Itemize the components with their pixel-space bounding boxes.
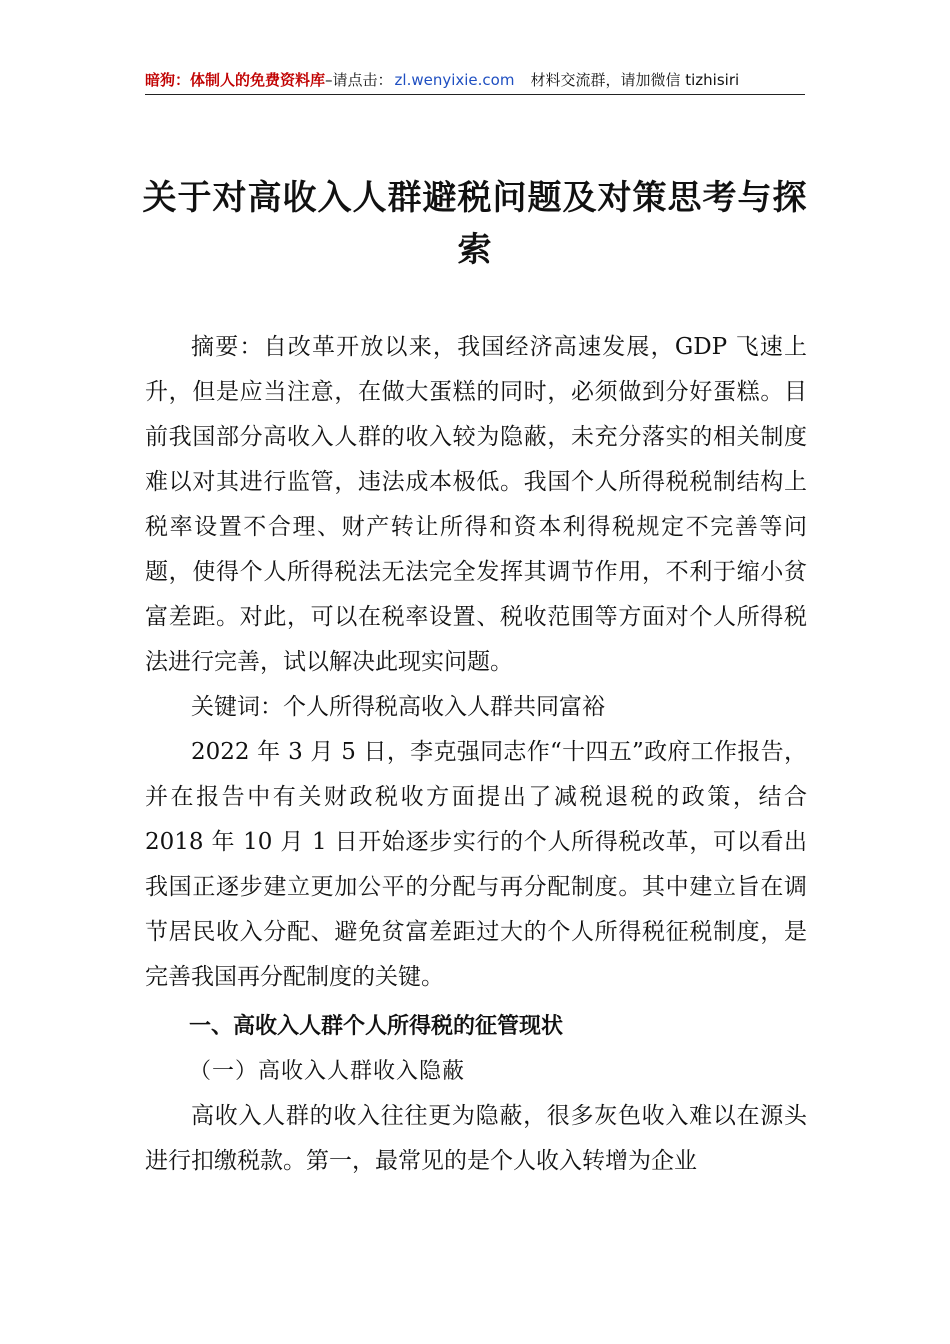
header-contact-text: 材料交流群，请加微信 tizhisiri [530,71,740,89]
intro-paragraph: 2022 年 3 月 5 日，李克强同志作“十四五”政府工作报告，并在报告中有关财政税收方面提出了减税退税的政策，结合 2018 年 10 月 1 日开始逐步实行的个人所得税改革，可以看出我国正逐步建立更加公平的分配与再分配制度。其中建立旨在调节居民收入分配、避免贫富差距过大的个人所得税征税制度，是完善我国再分配制度的关键。 [145,739,807,990]
page-header [145,66,805,95]
section-heading: 一、高收入人群个人所得税的征管现状 [189,1014,564,1039]
subsection-heading: （一）高收入人群收入隐蔽 [189,1059,466,1084]
header-brand-text: 暗狗：体制人的免费资料库 [145,71,326,89]
header-url-link[interactable]: zl.wenyixie.com [394,71,515,89]
abstract-paragraph: 摘要：自改革开放以来，我国经济高速发展，GDP 飞速上升，但是应当注意，在做大蛋糕的同时，必须做到分好蛋糕。目前我国部分高收入人群的收入较为隐蔽，未充分落实的相关制度难以对其进行监管，违法成本极低。我国个人所得税税制结构上税率设置不合理、财产转让所得和资本利得税规定不完善等问题，使得个人所得税法无法完全发挥其调节作用，不利于缩小贫富差距。对此，可以在税率设置、税收范围等方面对个人所得税法进行完善，试以解决此现实问题。 [145,334,807,675]
document-title: 关于对高收入人群避税问题及对策思考与探索 [142,178,808,270]
keywords-paragraph: 关键词：个人所得税高收入人群共同富裕 [191,694,605,720]
document-body [145,325,807,1184]
subsection-paragraph: 高收入人群的收入往往更为隐蔽，很多灰色收入难以在源头进行扣缴税款。第一，最常见的是个人收入转增为企业 [145,1103,807,1174]
header-separator-text: –请点击： [325,71,393,89]
